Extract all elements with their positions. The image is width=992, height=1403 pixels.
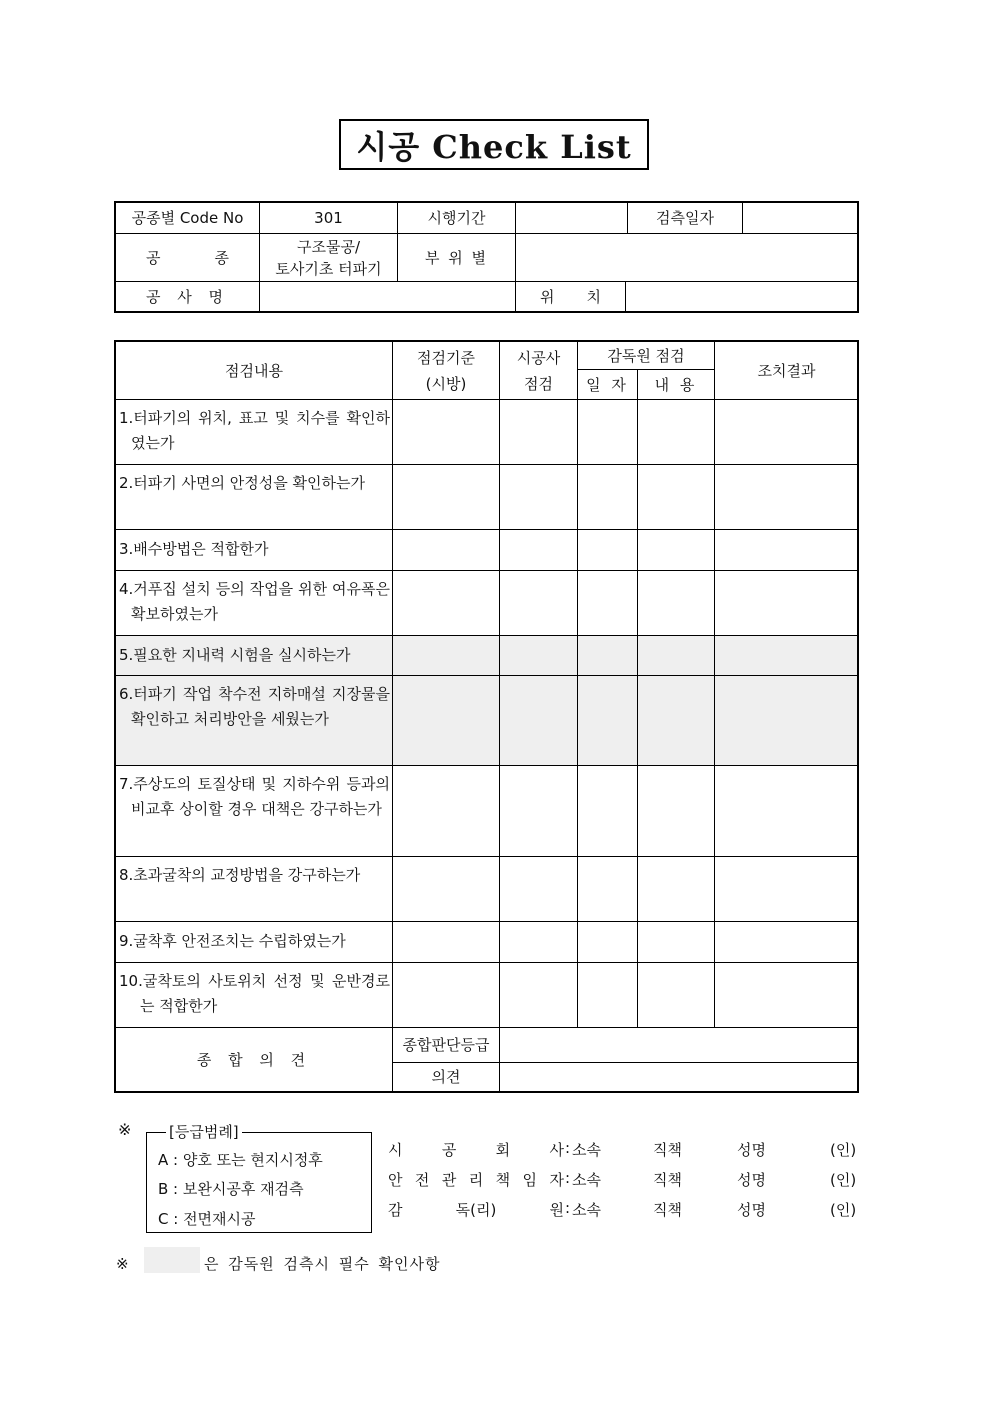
work-type-label bbox=[116, 234, 259, 281]
check-item: 10.굴착토의 사토위치 선정 및 운반경로는 적합한가 bbox=[119, 972, 390, 1015]
inspection-date-label: 검측일자 bbox=[656, 209, 714, 227]
period-label: 시행기간 bbox=[427, 209, 486, 227]
header-contractor bbox=[500, 342, 577, 399]
code-value[interactable]: 301 bbox=[314, 209, 343, 227]
divider bbox=[714, 342, 715, 1027]
role-char: 관 bbox=[441, 1171, 457, 1189]
divider bbox=[115, 529, 858, 530]
work-type-value[interactable] bbox=[260, 234, 397, 281]
position-label[interactable]: 직책 bbox=[653, 1141, 682, 1159]
name-label[interactable]: 성명 bbox=[737, 1171, 766, 1189]
grade-legend-item: A : 양호 또는 현지시정후 bbox=[158, 1151, 323, 1169]
seal-label[interactable]: (인) bbox=[830, 1201, 857, 1219]
work-type-value-line: 구조물공/ bbox=[296, 237, 360, 256]
divider bbox=[115, 635, 858, 636]
opinion-label: 의견 bbox=[431, 1068, 461, 1086]
header-standard-line: (시방) bbox=[425, 374, 467, 393]
role-char: 임 bbox=[522, 1171, 538, 1189]
page-title: 시공 Check List bbox=[339, 119, 649, 170]
role-char: 자 bbox=[549, 1171, 564, 1189]
opinion-field[interactable] bbox=[500, 1063, 858, 1091]
signature-role bbox=[388, 1169, 564, 1190]
separator: : bbox=[565, 1169, 571, 1187]
check-item: 7.주상도의 토질상태 및 지하수위 등과의 비교후 상이할 경우 대책은 강구하는가 bbox=[119, 775, 390, 818]
position-label[interactable]: 직책 bbox=[653, 1171, 682, 1189]
header-supervisor-date: 일 자 bbox=[586, 375, 629, 394]
summary-label: 종 합 의 견 bbox=[196, 1050, 312, 1069]
check-item: 2.터파기 사면의 안정성을 확인하는가 bbox=[119, 474, 365, 492]
role-char: 원 bbox=[549, 1201, 564, 1219]
grade-legend-item: C : 전면재시공 bbox=[158, 1210, 256, 1228]
part-label: 부 위 별 bbox=[424, 248, 488, 267]
header-standard-line: 점검기준 bbox=[417, 348, 475, 367]
divider bbox=[637, 369, 638, 1027]
work-type-label-char: 공 bbox=[146, 248, 161, 267]
role-char: 독(리) bbox=[455, 1201, 497, 1219]
header-supervisor: 감독원 점검 bbox=[607, 346, 685, 365]
signature-row-supervisor bbox=[388, 1199, 860, 1223]
check-item: 8.초과굴착의 교정방법을 강구하는가 bbox=[119, 866, 361, 884]
divider bbox=[499, 342, 500, 1091]
divider bbox=[115, 399, 858, 400]
separator: : bbox=[565, 1199, 571, 1217]
role-char: 감 bbox=[388, 1201, 403, 1219]
divider bbox=[115, 675, 858, 676]
role-char: 사 bbox=[549, 1141, 564, 1159]
code-label: 공종별 Code No bbox=[131, 209, 244, 227]
seal-label[interactable]: (인) bbox=[830, 1171, 857, 1189]
check-item: 4.거푸집 설치 등의 작업을 위한 여유폭은 확보하였는가 bbox=[119, 580, 390, 623]
check-item: 1.터파기의 위치, 표고 및 치수를 확인하였는가 bbox=[119, 409, 390, 452]
header-result: 조치결과 bbox=[757, 361, 816, 380]
header-contractor-line: 점검 bbox=[524, 374, 553, 393]
divider bbox=[115, 765, 858, 766]
header-content: 점검내용 bbox=[225, 361, 283, 380]
separator: : bbox=[565, 1139, 571, 1157]
grade-field[interactable] bbox=[500, 1028, 858, 1062]
seal-label[interactable]: (인) bbox=[830, 1141, 857, 1159]
divider bbox=[115, 962, 858, 963]
role-char: 회 bbox=[495, 1141, 511, 1159]
project-label: 공 사 명 bbox=[145, 287, 229, 306]
work-type-value-line: 토사기초 터파기 bbox=[275, 259, 382, 278]
part-field[interactable] bbox=[516, 234, 857, 281]
divider bbox=[392, 342, 393, 1091]
name-label[interactable]: 성명 bbox=[737, 1141, 766, 1159]
check-item: 3.배수방법은 적합한가 bbox=[119, 540, 269, 558]
divider bbox=[115, 856, 858, 857]
check-item: 9.굴착후 안전조치는 수립하였는가 bbox=[119, 932, 346, 950]
signature-role bbox=[388, 1139, 564, 1160]
role-char: 리 bbox=[468, 1171, 484, 1189]
grade-legend-item: B : 보완시공후 재검측 bbox=[158, 1180, 304, 1198]
affiliation-label[interactable]: 소속 bbox=[572, 1171, 601, 1189]
grade-legend-title: [등급범례] bbox=[166, 1122, 242, 1142]
affiliation-label[interactable]: 소속 bbox=[572, 1201, 601, 1219]
location-label bbox=[516, 282, 625, 311]
header-standard bbox=[393, 342, 499, 399]
signature-role bbox=[388, 1199, 564, 1220]
signature-row-safety-manager bbox=[388, 1169, 860, 1193]
check-item: 6.터파기 작업 착수전 지하매설 지장물을 확인하고 처리방안을 세웠는가 bbox=[119, 685, 390, 728]
role-char: 공 bbox=[441, 1141, 457, 1159]
divider bbox=[577, 342, 578, 1027]
check-item: 5.필요한 지내력 시험을 실시하는가 bbox=[119, 646, 351, 664]
position-label[interactable]: 직책 bbox=[653, 1201, 682, 1219]
grade-label: 종합판단등급 bbox=[402, 1036, 490, 1054]
divider bbox=[115, 570, 858, 571]
period-field[interactable] bbox=[516, 203, 627, 233]
signature-row-contractor bbox=[388, 1139, 860, 1163]
header-contractor-line: 시공사 bbox=[516, 348, 561, 367]
divider bbox=[115, 464, 858, 465]
shade-swatch bbox=[144, 1247, 200, 1273]
footnote-text: 은 감독원 검측시 필수 확인사항 bbox=[204, 1255, 441, 1273]
inspection-date-field[interactable] bbox=[743, 203, 857, 233]
location-label-char: 치 bbox=[586, 287, 601, 306]
project-field[interactable] bbox=[260, 282, 515, 311]
location-label-char: 위 bbox=[540, 287, 555, 306]
name-label[interactable]: 성명 bbox=[737, 1201, 766, 1219]
role-char: 책 bbox=[495, 1171, 511, 1189]
role-char: 안 bbox=[388, 1171, 403, 1189]
footnote-mark: ※ bbox=[116, 1255, 129, 1273]
reference-mark: ※ bbox=[118, 1120, 132, 1139]
divider bbox=[115, 921, 858, 922]
location-field[interactable] bbox=[626, 282, 857, 311]
role-char: 전 bbox=[414, 1171, 430, 1189]
header-supervisor-content: 내 용 bbox=[654, 375, 698, 394]
affiliation-label[interactable]: 소속 bbox=[572, 1141, 601, 1159]
work-type-label-char: 종 bbox=[214, 248, 229, 267]
role-char: 시 bbox=[388, 1141, 403, 1159]
